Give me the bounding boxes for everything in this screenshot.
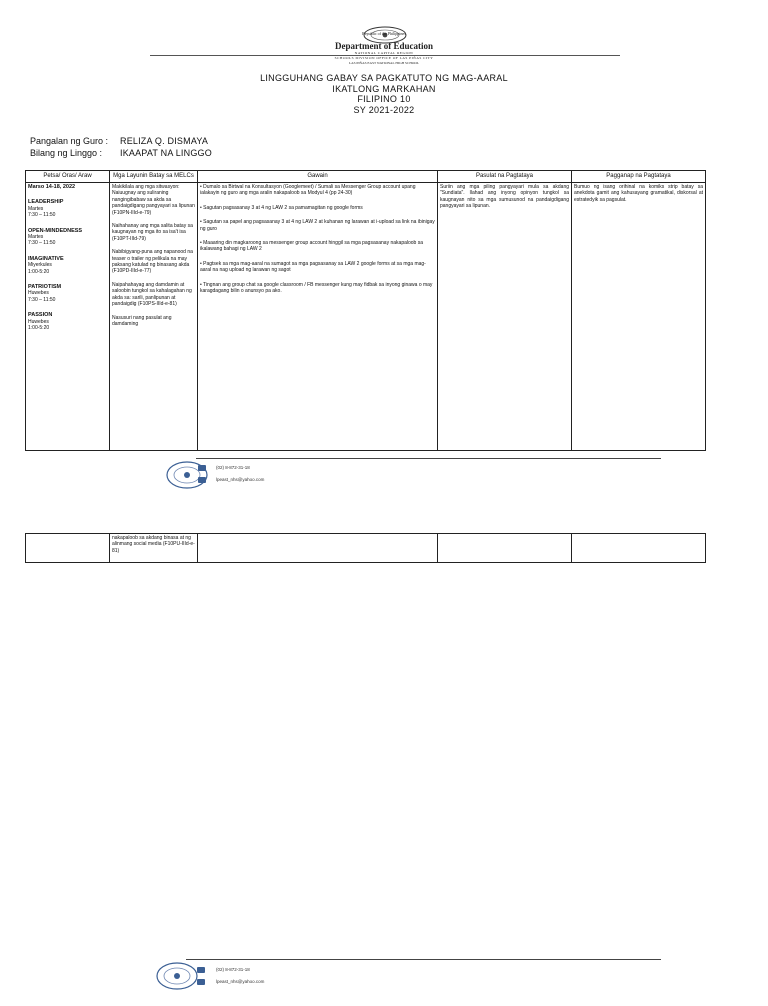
title-line-3: FILIPINO 10 xyxy=(357,94,411,104)
letterhead-division: SCHOOLS DIVISION OFFICE OF LAS PIÑAS CITY xyxy=(334,56,434,60)
footer-email: lpeast_nhs@yahoo.com xyxy=(216,477,265,482)
header-pagganap: Pagganap na Pagtataya xyxy=(572,171,706,183)
email-icon xyxy=(198,477,206,483)
continued-gawain-cell xyxy=(198,534,438,563)
gawain-item: • Sagutan sa papel ang pagsasanay 3 at 4 ng LAW 2 at kuhanan ng larawan at i-upload sa link na ibinigay ng guro xyxy=(200,219,435,232)
footer-rule xyxy=(186,959,661,960)
school-seal-icon xyxy=(155,961,199,991)
footer-phone: (02) 8-872-31-18 xyxy=(216,465,250,470)
continued-pasulat-cell xyxy=(438,534,572,563)
email-icon xyxy=(197,979,205,985)
layunin-item: Makikilala ang mga sitwasyon: Naiuugnay ang suliraning nangingibabaw sa akda sa pandaigdigang pangyayari sa lipunan (F10PN-IIId-e-79) xyxy=(112,184,195,216)
table-row xyxy=(26,183,706,451)
schedule-patriotism: PATRIOTISM Huwebes 7:30 – 11:50 xyxy=(28,284,62,303)
week-value: IKAAPAT NA LINGGO xyxy=(120,148,212,158)
gawain-item: • Tingnan ang group chat sa google classroom / FB messenger kung may fidbak sa inyong ginawa o may karagdagang bilin o anunsyo pa ako. xyxy=(200,281,433,295)
header-petsa: Petsa/ Oras/ Araw xyxy=(26,171,110,183)
schedule-date: Marso 14-18, 2022 xyxy=(28,184,76,190)
schedule-leadership: LEADERSHIP Martes 7:30 – 11:50 xyxy=(28,199,64,219)
gawain-item: • Dumalo sa Birtwal na Konsultasyon (Googlemeet) / Sumali sa Messenger Group account upang ialakayin ng guro ang mga aralin nakapaloob sa Modyul 4 (pp 24-30) xyxy=(200,184,416,197)
continued-pagganap-cell xyxy=(572,534,706,563)
schedule-passion: PASSION Huwebes 1:00-5:20 xyxy=(28,312,53,332)
header-gawain: Gawain xyxy=(198,171,438,183)
header-layunin: Mga Layunin Batay sa MELCs xyxy=(110,171,198,183)
continued-schedule-cell xyxy=(26,534,110,563)
continued-layunin-cell: nakapaloob sa akdang binasa at ng alinmang social media (F10PU-IIId-e-81) xyxy=(110,534,198,563)
title-line-2: IKATLONG MARKAHAN xyxy=(332,83,436,94)
schedule-cell xyxy=(26,183,110,451)
letterhead-region: NATIONAL CAPITAL REGION xyxy=(354,51,414,55)
title-line-1: LINGGUHANG GABAY SA PAGKATUTO NG MAG-AARAL xyxy=(260,73,508,83)
layunin-item: Naipahahayag ang damdamin at saloobin tungkol sa kahalagahan ng akda sa: sarili, panlipunan at pandaigdig (F10PS-IIId-e-81) xyxy=(112,281,192,308)
week-label: Bilang ng Linggo : xyxy=(30,148,103,158)
pasulat-cell: Suriin ang mga piling pangyayari mula sa akdang "Sundiata". Ilahad ang inyong opinyon tungkol sa kaugnayan nito sa mga sumusunod na pandaigdigang pangyayari sa lipunan. xyxy=(438,183,572,451)
table-row xyxy=(26,534,706,563)
header-pasulat: Pasulat na Pagtataya xyxy=(438,171,572,183)
footer-rule xyxy=(196,458,661,459)
gawain-cell xyxy=(198,183,438,451)
letterhead-school: LAS PIÑAS EAST NATIONAL HIGH SCHOOL xyxy=(348,61,420,65)
schedule-imaginative: IMAGINATIVE Miyerkules 1:00-5:20 xyxy=(28,255,64,275)
teacher-label: Pangalan ng Guro : xyxy=(30,136,109,146)
gawain-item: • Sagutan pagsasanay 3 at 4 ng LAW 2 sa pamamagitan ng google forms xyxy=(200,204,363,211)
footer-email: lpeast_nhs@yahoo.com xyxy=(216,979,265,984)
pagganap-cell: Bumuo ng isang orihinal na komiks strip batay sa anekdota gamit ang kahusayang gramatikal, diskorsal at estratedyik sa pagsulat. xyxy=(572,183,706,451)
layunin-cell xyxy=(110,183,198,451)
continuation-table xyxy=(25,533,706,563)
title-line-4: SY 2021-2022 xyxy=(353,104,415,115)
table-header-row xyxy=(26,171,706,183)
gawain-item: • Pagtsek sa mga mag-aaral na sumagot sa mga pagsasanay sa LAW 2 google forms at sa mga mag-aaral na nag upload ng larawan ng sagot xyxy=(200,260,426,274)
teacher-name: RELIZA Q. DISMAYA xyxy=(120,136,209,146)
layunin-item: Nasusuri nang pasulat ang damdaming xyxy=(112,314,172,327)
letterhead-department: Department of Education xyxy=(335,41,433,51)
phone-icon xyxy=(197,967,205,973)
document-title xyxy=(0,73,768,115)
schedule-open-mindedness: OPEN-MINDEDNESS Martes 7:30 – 11:50 xyxy=(28,227,83,247)
footer-phone: (02) 8-872-31-18 xyxy=(216,967,250,972)
gawain-item: • Maaaring din magkaroong sa messenger group account hinggil sa mga pagsasanay nakapaloob sa ikalawang bahagi ng LAW 2 xyxy=(200,240,424,253)
weekly-plan-table xyxy=(25,170,706,451)
layunin-item: Nabibigyang-puna ang napanood na teaser o trailer ng pelikula na may paksang katulad ng binasang akda (F10PD-IIId-e-77) xyxy=(112,249,193,275)
layunin-item: Naihahanay ang mga salita batay sa kaugnayan ng mga ito sa isa't isa (F10PT-IIId-79) xyxy=(112,223,193,242)
letterhead-republic: Republic of the Philippines xyxy=(362,31,406,36)
phone-icon xyxy=(198,465,206,471)
